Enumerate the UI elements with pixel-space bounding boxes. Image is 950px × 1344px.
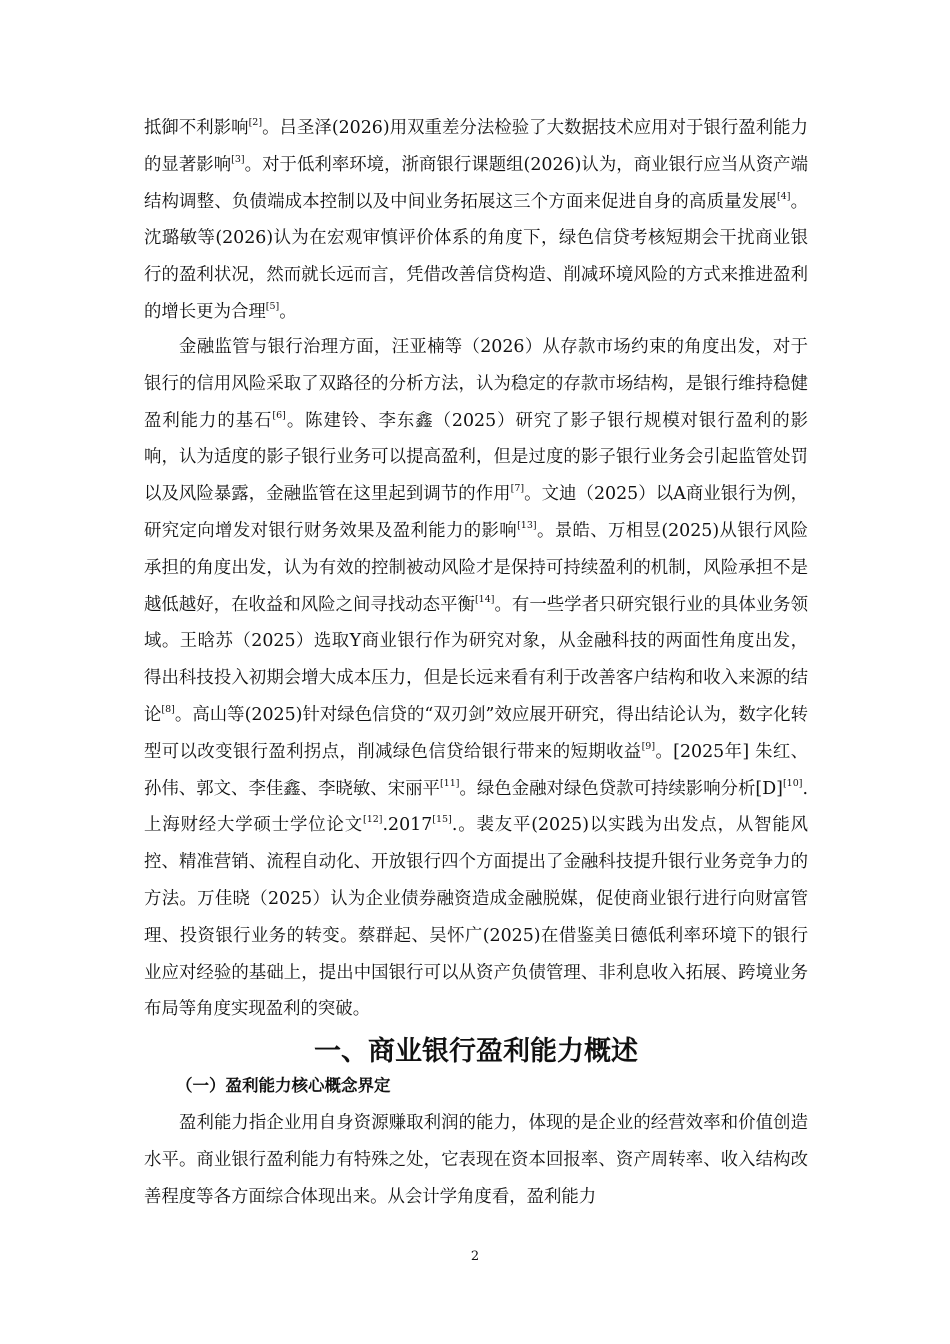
text-run: 。高山等(2025)针对绿色信贷的“双刃剑”效应展开研究，得出结论认为，数字化转型可以改变银行盈利拐点，削减绿色信贷给银行带来的短期收益	[144, 704, 808, 762]
citation-ref: [6]	[272, 409, 286, 421]
citation-ref: [14]	[474, 593, 495, 605]
citation-ref: [4]	[776, 190, 791, 202]
text-run: 。绿色金融对绿色贷款可持续影响分析[D]	[459, 778, 783, 799]
citation-ref: [8]	[161, 703, 175, 715]
paragraph-literature-review-1	[144, 110, 808, 331]
chapter-heading: 一、商业银行盈利能力概述	[314, 1036, 638, 1067]
citation-ref: [5]	[265, 300, 280, 312]
text-run: 。吕圣泽(2026)用双重差分法检验了大数据技术应用对于银行盈利能力的显著影响	[144, 118, 808, 175]
text-run: 。有一些学者只研究银行业的具体业务领域。王晗苏（2025）选取Y商业银行作为研究对象，从金融科技的两面性角度出发，得出科技投入初期会增大成本压力，但是长远来看有利于改善客户结构和收入来源的结论	[144, 594, 808, 725]
text-run: .。裴友平(2025)以实践为出发点，从智能风控、精准营销、流程自动化、开放银行四个方面提出了金融科技提升银行业务竞争力的方法。万佳晓（2025）认为企业债券融资造成金融脱媒，促使商业银行进行向财富管理、投资银行业务的转变。蔡群起、吴怀广(2025)在借鉴美日德低利率环境下的银行业应对经验的基础上，提出中国银行可以从资产负债管理、非利息收入拓展、跨境业务布局等角度实现盈利的突破。	[144, 815, 808, 1020]
citation-ref: [12]	[362, 814, 383, 826]
text-run: 抵御不利影响	[144, 118, 249, 138]
text-run: 。陈建铃、李东鑫（2025）研究了影子银行规模对银行盈利的影响，认为适度的影子银行业务可以提高盈利，但是过度的影子银行业务会引起监管处罚以及风险暴露，金融监管在这里起到调节的作用	[144, 410, 808, 505]
text-run: .上海财经大学硕士学位论文	[144, 778, 808, 836]
citation-ref: [11]	[439, 777, 460, 789]
citation-ref: [13]	[517, 519, 537, 531]
paragraph-profitability-definition	[144, 1105, 808, 1215]
text-run: 。沈璐敏等(2026)认为在宏观审慎评价体系的角度下，绿色信贷考核短期会干扰商业银行的盈利状况，然而就长远而言，凭借改善信贷构造、削减环境风险的方式来推进盈利的增长更为合理	[144, 191, 808, 322]
text-run: 。文迪（2025）以A商业银行为例，研究定向增发对银行财务效果及盈利能力的影响	[144, 484, 808, 541]
text-run: 。景皓、万相昱(2025)从银行风险承担的角度出发，认为有效的控制被动风险才是保持可持续盈利的机制，风险承担不是越低越好，在收益和风险之间寻找动态平衡	[144, 520, 808, 615]
page-number: 2	[470, 1249, 480, 1264]
citation-ref: [3]	[231, 153, 245, 165]
text-run: .2017	[382, 815, 433, 836]
citation-ref: [9]	[641, 740, 656, 752]
citation-ref: [7]	[510, 483, 525, 495]
paragraph-financial-regulation	[144, 329, 808, 1028]
citation-ref: [2]	[248, 116, 263, 128]
text-run: 。对于低利率环境，浙商银行课题组(2026)认为，商业银行应当从资产端结构调整、负债端成本控制以及中间业务拓展这三个方面来促进自身的高质量发展	[144, 154, 808, 212]
text-run: 。	[279, 301, 297, 322]
text-run: 。[2025年] 朱红、孙伟、郭文、李佳鑫、李晓敏、宋丽平	[144, 741, 808, 799]
citation-ref: [10]	[782, 777, 803, 789]
text-run: 金融监管与银行治理方面，汪亚楠等（2026）从存款市场约束的角度出发，对于银行的信用风险采取了双路径的分析方法，认为稳定的存款市场结构，是银行维持稳健盈利能力的基石	[144, 337, 808, 431]
citation-ref: [15]	[432, 814, 452, 826]
text-run: 盈利能力指企业用自身资源赚取利润的能力，体现的是企业的经营效率和价值创造水平。商业银行盈利能力有特殊之处，它表现在资本回报率、资产周转率、收入结构改善程度等各方面综合体现出来。从会计学角度看，盈利能力	[144, 1113, 808, 1207]
section-heading: （一）盈利能力核心概念界定	[176, 1076, 391, 1095]
